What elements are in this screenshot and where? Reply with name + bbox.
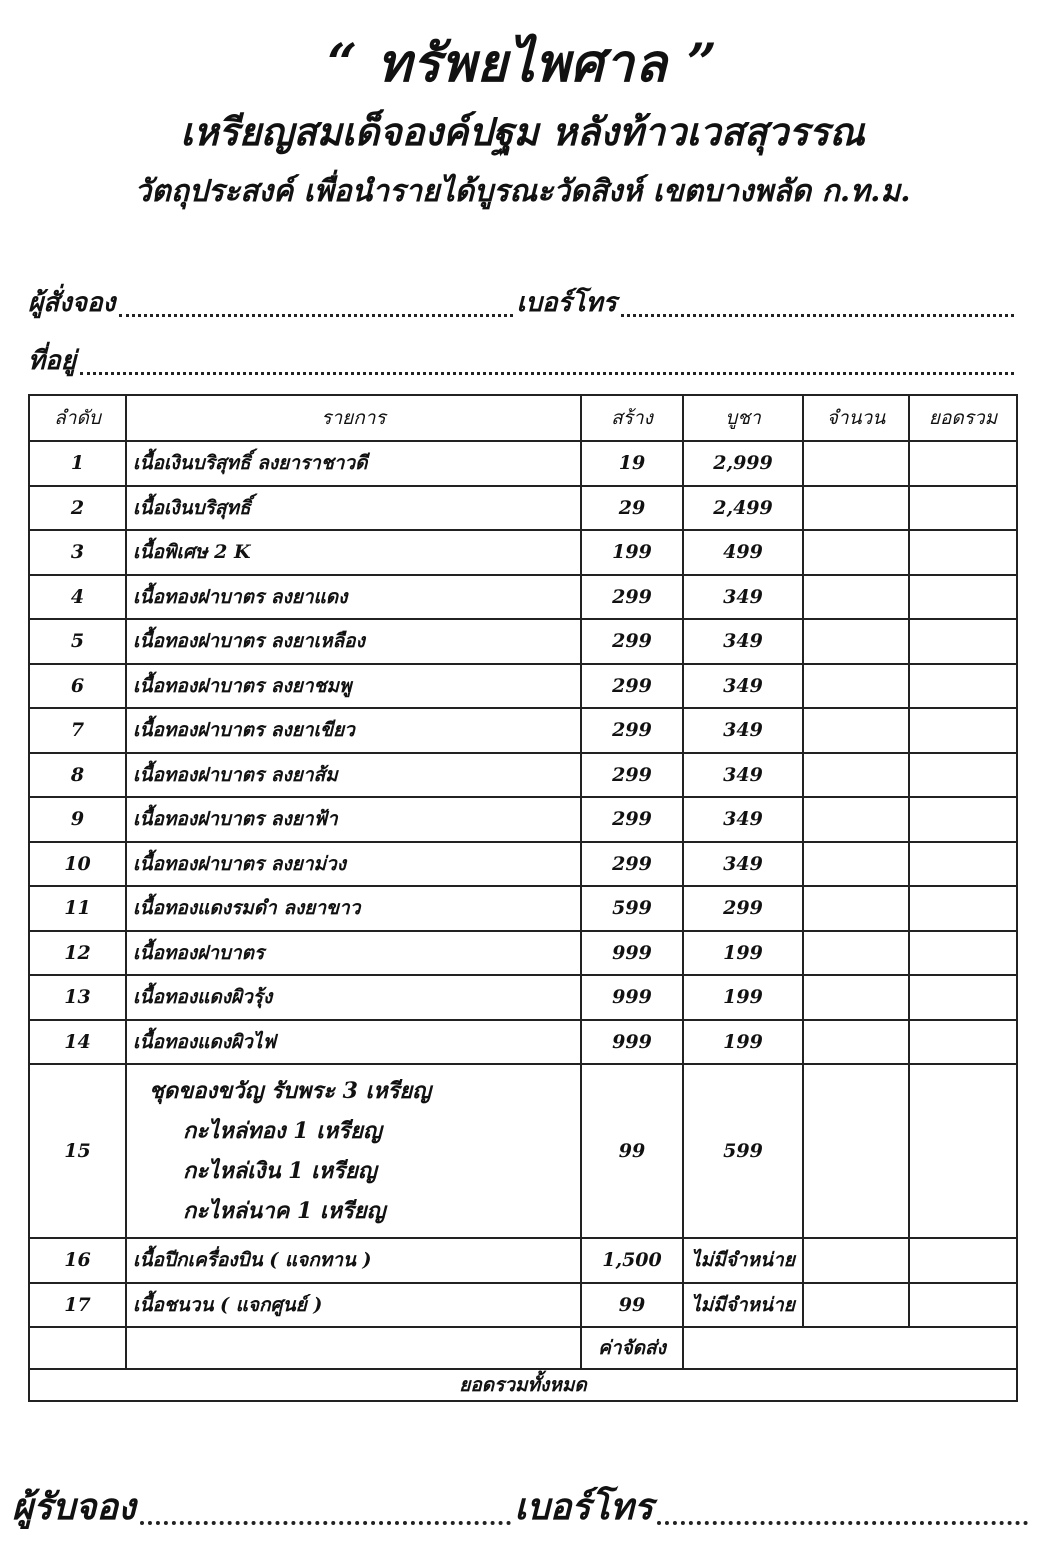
row-total-cell[interactable] bbox=[909, 797, 1017, 842]
row-total-cell[interactable] bbox=[909, 886, 1017, 931]
table-row bbox=[29, 530, 1017, 575]
row-no: 9 bbox=[29, 797, 126, 842]
row-made: 299 bbox=[581, 664, 683, 709]
table-row bbox=[29, 975, 1017, 1020]
row-item: เนื้อทองแดงผิวไฟ bbox=[126, 1020, 581, 1065]
row-price: 349 bbox=[683, 664, 803, 709]
row-price: ไม่มีจำหน่าย bbox=[683, 1238, 803, 1283]
table-row-gift-set bbox=[29, 1064, 1017, 1238]
row-made: 29 bbox=[581, 486, 683, 531]
row-quantity-cell[interactable] bbox=[803, 664, 909, 709]
row-price: 349 bbox=[683, 619, 803, 664]
shipping-amount-cell[interactable] bbox=[683, 1327, 1017, 1369]
row-price: 499 bbox=[683, 530, 803, 575]
row-price: 349 bbox=[683, 708, 803, 753]
row-price: 2,999 bbox=[683, 441, 803, 486]
gift-set-line: กะไหล่ทอง 1 เหรียญ bbox=[183, 1118, 382, 1144]
header-price: บูชา bbox=[683, 395, 803, 441]
shipping-empty-no bbox=[29, 1327, 126, 1369]
row-item: เนื้อเงินบริสุทธิ์ ลงยาราชาวดี bbox=[126, 441, 581, 486]
row-no: 3 bbox=[29, 530, 126, 575]
row-price: ไม่มีจำหน่าย bbox=[683, 1283, 803, 1328]
row-no: 5 bbox=[29, 619, 126, 664]
row-made: 999 bbox=[581, 931, 683, 976]
table-row bbox=[29, 886, 1017, 931]
receiver-phone-label: เบอร์โทร bbox=[514, 1486, 654, 1528]
row-no: 8 bbox=[29, 753, 126, 798]
document-subtitle: เหรียญสมเด็จองค์ปฐม หลังท้าวเวสสุวรรณ bbox=[180, 109, 865, 154]
table-row bbox=[29, 708, 1017, 753]
orderer-line bbox=[28, 282, 1018, 323]
row-no: 6 bbox=[29, 664, 126, 709]
row-total-cell[interactable] bbox=[909, 753, 1017, 798]
row-price: 349 bbox=[683, 753, 803, 798]
row-total-cell[interactable] bbox=[909, 1283, 1017, 1328]
row-quantity-cell[interactable] bbox=[803, 486, 909, 531]
row-price: 299 bbox=[683, 886, 803, 931]
document-purpose: วัตถุประสงค์ เพื่อนำรายได้บูรณะวัดสิงห์ เขตบางพลัด ก.ท.ม. bbox=[134, 174, 911, 209]
row-made: 299 bbox=[581, 619, 683, 664]
row-quantity-cell[interactable] bbox=[803, 1064, 909, 1238]
header-item: รายการ bbox=[126, 395, 581, 441]
row-no: 4 bbox=[29, 575, 126, 620]
row-no: 14 bbox=[29, 1020, 126, 1065]
row-total-cell[interactable] bbox=[909, 931, 1017, 976]
row-item: เนื้อปีกเครื่องบิน ( แจกทาน ) bbox=[126, 1238, 581, 1283]
row-no: 2 bbox=[29, 486, 126, 531]
table-row bbox=[29, 664, 1017, 709]
table-row bbox=[29, 619, 1017, 664]
row-total-cell[interactable] bbox=[909, 575, 1017, 620]
orderer-phone-field[interactable] bbox=[621, 313, 1014, 317]
row-made: 999 bbox=[581, 1020, 683, 1065]
row-item: เนื้อชนวน ( แจกศูนย์ ) bbox=[126, 1283, 581, 1328]
row-total-cell[interactable] bbox=[909, 1020, 1017, 1065]
row-made: 299 bbox=[581, 842, 683, 887]
row-quantity-cell[interactable] bbox=[803, 575, 909, 620]
row-price: 349 bbox=[683, 575, 803, 620]
shipping-row bbox=[29, 1327, 1017, 1369]
row-made: 999 bbox=[581, 975, 683, 1020]
row-item: เนื้อทองแดงรมดำ ลงยาขาว bbox=[126, 886, 581, 931]
header-quantity: จำนวน bbox=[803, 395, 909, 441]
row-item: เนื้อทองฝาบาตร ลงยาฟ้า bbox=[126, 797, 581, 842]
row-quantity-cell[interactable] bbox=[803, 931, 909, 976]
row-total-cell[interactable] bbox=[909, 530, 1017, 575]
gift-set-line: กะไหล่นาค 1 เหรียญ bbox=[183, 1198, 386, 1224]
row-total-cell[interactable] bbox=[909, 975, 1017, 1020]
table-row bbox=[29, 486, 1017, 531]
gift-set-line: ชุดของขวัญ รับพระ 3 เหรียญ bbox=[149, 1078, 432, 1104]
row-item: เนื้อทองฝาบาตร ลงยาม่วง bbox=[126, 842, 581, 887]
address-line bbox=[28, 340, 1018, 381]
row-made: 299 bbox=[581, 708, 683, 753]
row-no: 11 bbox=[29, 886, 126, 931]
orderer-phone-label: เบอร์โทร bbox=[516, 288, 617, 318]
table-row bbox=[29, 1020, 1017, 1065]
table-row bbox=[29, 931, 1017, 976]
table-row bbox=[29, 753, 1017, 798]
table-row bbox=[29, 1283, 1017, 1328]
row-quantity-cell[interactable] bbox=[803, 441, 909, 486]
row-item: เนื้อทองแดงผิวรุ้ง bbox=[126, 975, 581, 1020]
row-price: 199 bbox=[683, 1020, 803, 1065]
grand-total-row bbox=[29, 1369, 1017, 1401]
header-total: ยอดรวม bbox=[909, 395, 1017, 441]
address-label: ที่อยู่ bbox=[28, 346, 76, 376]
row-quantity-cell[interactable] bbox=[803, 842, 909, 887]
header-no: ลำดับ bbox=[29, 395, 126, 441]
gift-set-line: กะไหล่เงิน 1 เหรียญ bbox=[183, 1158, 377, 1184]
header-made: สร้าง bbox=[581, 395, 683, 441]
row-total-cell[interactable] bbox=[909, 1064, 1017, 1238]
row-item: เนื้อทองฝาบาตร ลงยาแดง bbox=[126, 575, 581, 620]
row-total-cell[interactable] bbox=[909, 486, 1017, 531]
row-item-multiline bbox=[126, 1064, 581, 1238]
row-made: 19 bbox=[581, 441, 683, 486]
row-quantity-cell[interactable] bbox=[803, 753, 909, 798]
row-price: 199 bbox=[683, 975, 803, 1020]
order-table bbox=[28, 394, 1018, 1402]
table-row bbox=[29, 842, 1017, 887]
row-no: 13 bbox=[29, 975, 126, 1020]
receiver-phone-field[interactable] bbox=[657, 1520, 1028, 1525]
row-total-cell[interactable] bbox=[909, 664, 1017, 709]
title-block bbox=[0, 30, 1045, 220]
row-made: 599 bbox=[581, 886, 683, 931]
row-quantity-cell[interactable] bbox=[803, 1283, 909, 1328]
address-field[interactable] bbox=[80, 371, 1014, 375]
row-price: 599 bbox=[683, 1064, 803, 1238]
row-quantity-cell[interactable] bbox=[803, 975, 909, 1020]
row-item: เนื้อเงินบริสุทธิ์ bbox=[126, 486, 581, 531]
row-quantity-cell[interactable] bbox=[803, 619, 909, 664]
receiver-name-field[interactable] bbox=[140, 1520, 511, 1525]
row-item: เนื้อทองฝาบาตร ลงยาเหลือง bbox=[126, 619, 581, 664]
row-no: 7 bbox=[29, 708, 126, 753]
orderer-label: ผู้สั่งจอง bbox=[28, 288, 116, 318]
document-title: “ ทรัพยไพศาล ” bbox=[327, 33, 718, 94]
table-row bbox=[29, 797, 1017, 842]
row-price: 349 bbox=[683, 842, 803, 887]
row-made: 299 bbox=[581, 753, 683, 798]
row-made: 1,500 bbox=[581, 1238, 683, 1283]
row-no: 1 bbox=[29, 441, 126, 486]
row-quantity-cell[interactable] bbox=[803, 797, 909, 842]
row-price: 199 bbox=[683, 931, 803, 976]
table-row bbox=[29, 441, 1017, 486]
orderer-name-field[interactable] bbox=[119, 313, 512, 317]
row-made: 99 bbox=[581, 1283, 683, 1328]
row-price: 349 bbox=[683, 797, 803, 842]
row-no: 15 bbox=[29, 1064, 126, 1238]
receiver-line bbox=[12, 1478, 1032, 1535]
receiver-label: ผู้รับจอง bbox=[12, 1486, 136, 1528]
row-quantity-cell[interactable] bbox=[803, 708, 909, 753]
row-total-cell[interactable] bbox=[909, 1238, 1017, 1283]
row-quantity-cell[interactable] bbox=[803, 530, 909, 575]
row-quantity-cell[interactable] bbox=[803, 1238, 909, 1283]
row-item: เนื้อทองฝาบาตร ลงยาส้ม bbox=[126, 753, 581, 798]
row-no: 12 bbox=[29, 931, 126, 976]
shipping-label: ค่าจัดส่ง bbox=[581, 1327, 683, 1369]
table-row bbox=[29, 575, 1017, 620]
row-quantity-cell[interactable] bbox=[803, 1020, 909, 1065]
row-no: 17 bbox=[29, 1283, 126, 1328]
table-header-row bbox=[29, 395, 1017, 441]
row-no: 16 bbox=[29, 1238, 126, 1283]
row-price: 2,499 bbox=[683, 486, 803, 531]
row-total-cell[interactable] bbox=[909, 842, 1017, 887]
row-no: 10 bbox=[29, 842, 126, 887]
row-total-cell[interactable] bbox=[909, 619, 1017, 664]
grand-total-label: ยอดรวมทั้งหมด bbox=[29, 1369, 1017, 1401]
shipping-empty-item bbox=[126, 1327, 581, 1369]
row-made: 299 bbox=[581, 797, 683, 842]
row-made: 99 bbox=[581, 1064, 683, 1238]
row-quantity-cell[interactable] bbox=[803, 886, 909, 931]
row-item: เนื้อพิเศษ 2 K bbox=[126, 530, 581, 575]
row-item: เนื้อทองฝาบาตร bbox=[126, 931, 581, 976]
row-total-cell[interactable] bbox=[909, 708, 1017, 753]
row-item: เนื้อทองฝาบาตร ลงยาเขียว bbox=[126, 708, 581, 753]
row-total-cell[interactable] bbox=[909, 441, 1017, 486]
row-made: 199 bbox=[581, 530, 683, 575]
row-made: 299 bbox=[581, 575, 683, 620]
table-row bbox=[29, 1238, 1017, 1283]
row-item: เนื้อทองฝาบาตร ลงยาชมพู bbox=[126, 664, 581, 709]
